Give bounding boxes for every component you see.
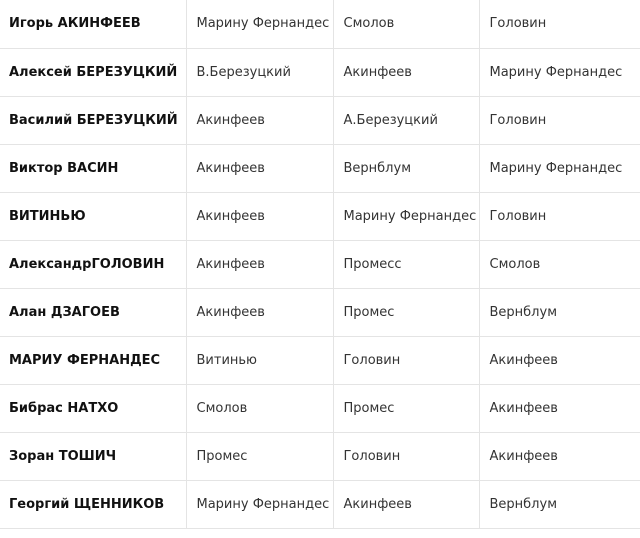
vote-first: Акинфеев <box>186 192 333 240</box>
vote-second: Промес <box>333 384 479 432</box>
vote-third: Марину Фернандес <box>479 48 640 96</box>
table-row <box>0 192 640 240</box>
vote-second: Акинфеев <box>333 480 479 528</box>
player-name: Бибрас НАТХО <box>0 384 186 432</box>
vote-third: Акинфеев <box>479 432 640 480</box>
player-name: ВИТИНЬЮ <box>0 192 186 240</box>
player-name: МАРИУ ФЕРНАНДЕС <box>0 336 186 384</box>
vote-first: Промес <box>186 432 333 480</box>
vote-second: Головин <box>333 432 479 480</box>
vote-first: Акинфеев <box>186 288 333 336</box>
table-row <box>0 432 640 480</box>
vote-second: Вернблум <box>333 144 479 192</box>
table-row <box>0 0 640 48</box>
vote-third: Акинфеев <box>479 336 640 384</box>
vote-third: Головин <box>479 96 640 144</box>
vote-first: Акинфеев <box>186 144 333 192</box>
vote-second: Акинфеев <box>333 48 479 96</box>
vote-third: Головин <box>479 0 640 48</box>
player-name: Василий БЕРЕЗУЦКИЙ <box>0 96 186 144</box>
table-row <box>0 384 640 432</box>
player-name: Алан ДЗАГОЕВ <box>0 288 186 336</box>
vote-third: Смолов <box>479 240 640 288</box>
player-name: Игорь АКИНФЕЕВ <box>0 0 186 48</box>
vote-first: Марину Фернандес <box>186 480 333 528</box>
table-row <box>0 144 640 192</box>
vote-first: Смолов <box>186 384 333 432</box>
table-row <box>0 480 640 528</box>
player-name: Алексей БЕРЕЗУЦКИЙ <box>0 48 186 96</box>
vote-second: Смолов <box>333 0 479 48</box>
player-name: Зоран ТОШИЧ <box>0 432 186 480</box>
player-name: Виктор ВАСИН <box>0 144 186 192</box>
vote-first: Марину Фернандес <box>186 0 333 48</box>
vote-first: В.Березуцкий <box>186 48 333 96</box>
player-name: АлександрГОЛОВИН <box>0 240 186 288</box>
vote-second: А.Березуцкий <box>333 96 479 144</box>
table-row <box>0 96 640 144</box>
vote-first: Акинфеев <box>186 96 333 144</box>
vote-third: Вернблум <box>479 288 640 336</box>
table-row <box>0 288 640 336</box>
vote-third: Вернблум <box>479 480 640 528</box>
vote-third: Акинфеев <box>479 384 640 432</box>
vote-third: Марину Фернандес <box>479 144 640 192</box>
player-name: Георгий ЩЕННИКОВ <box>0 480 186 528</box>
vote-second: Марину Фернандес <box>333 192 479 240</box>
vote-first: Витинью <box>186 336 333 384</box>
vote-first: Акинфеев <box>186 240 333 288</box>
vote-second: Промесс <box>333 240 479 288</box>
table-row <box>0 240 640 288</box>
vote-second: Головин <box>333 336 479 384</box>
table-row <box>0 48 640 96</box>
vote-second: Промес <box>333 288 479 336</box>
vote-third: Головин <box>479 192 640 240</box>
table-row <box>0 336 640 384</box>
